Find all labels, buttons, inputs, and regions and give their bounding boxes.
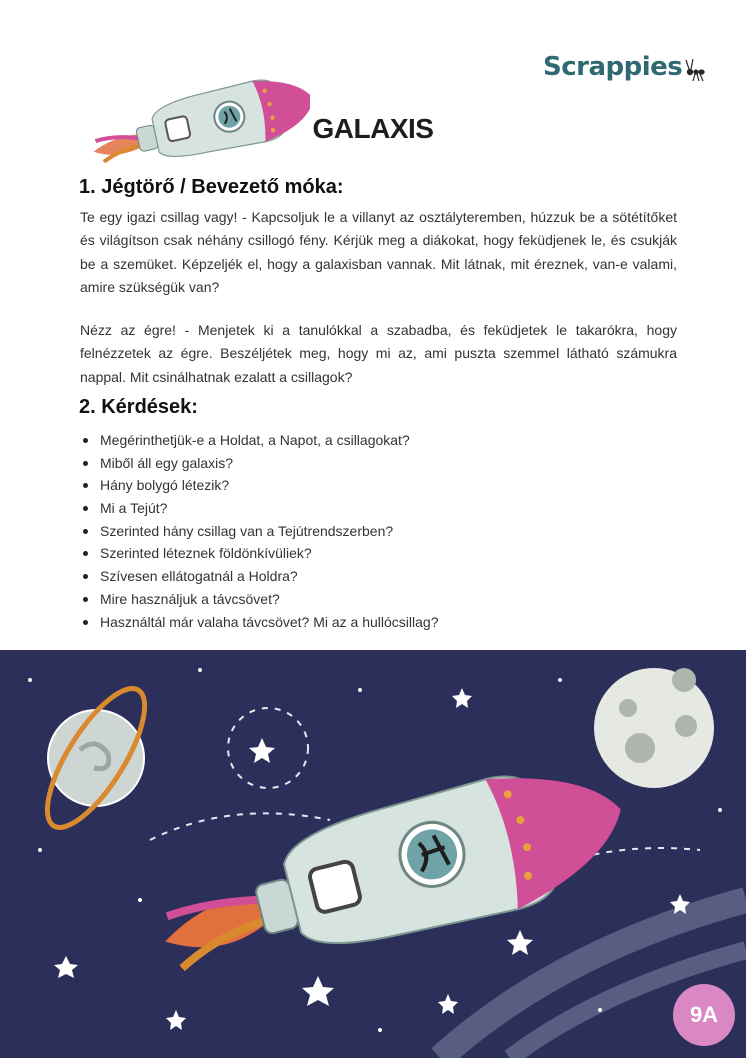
page-title: GALAXIS (312, 113, 434, 144)
logo-text: Scrappies (543, 52, 683, 82)
bullet-icon (83, 483, 88, 488)
section-heading-questions: 2. Kérdések: (79, 396, 198, 418)
list-item (80, 565, 439, 588)
icebreaker-paragraph-1: Te egy igazi csillag vagy! - Kapcsoljuk le a villanyt az osztályteremben, húzzuk be a sötétítőket és világítson csak néhány csillogó fény. Kérjük meg a diákokat, hogy feküdjenek le, és csukják be a szemüket. Képzeljék el, hogy a galaxisban vannak. Mit látnak, mit éreznek, van-e valami, amire szükségük van? (80, 209, 677, 295)
question-text: Mire használjuk a távcsövet? (100, 590, 280, 607)
list-item (80, 429, 439, 452)
questions-list (80, 429, 439, 633)
bullet-icon (83, 506, 88, 511)
bullet-icon (83, 574, 88, 579)
bullet-icon (83, 461, 88, 466)
list-item (80, 474, 439, 497)
question-text: Szívesen ellátogatnál a Holdra? (100, 568, 298, 585)
icebreaker-paragraph-2: Nézz az égre! - Menjetek ki a tanulókkal a szabadba, és feküdjetek le takarókra, hogy felnézzetek az égre. Beszéljétek meg, hogy mi az, ami puszta szemmel látható számukra nappal. Mit csinálhatnak ezalatt a csillagok? (80, 322, 677, 385)
list-item (80, 452, 439, 475)
question-text: Használtál már valaha távcsövet? Mi az a hullócsillag? (100, 613, 439, 630)
section-heading-icebreaker: 1. Jégtörő / Bevezető móka: (79, 176, 344, 198)
question-text: Hány bolygó létezik? (100, 477, 230, 494)
list-item (80, 520, 439, 543)
question-text: Szerinted hány csillag van a Tejútrendszerben? (100, 522, 394, 539)
list-item (80, 542, 439, 565)
page-number-badge: 9A (673, 984, 735, 1046)
question-text: Szerinted léteznek földönkívüliek? (100, 545, 312, 562)
scrappies-logo (543, 52, 703, 92)
list-item (80, 611, 439, 634)
question-text: Mi a Tejút? (100, 500, 168, 517)
question-text: Miből áll egy galaxis? (100, 454, 234, 471)
bullet-icon (83, 620, 88, 625)
bullet-icon (83, 438, 88, 443)
list-item (80, 497, 439, 520)
bullet-icon (83, 529, 88, 534)
question-text: Megérinthetjük-e a Holdat, a Napot, a csillagokat? (100, 432, 410, 448)
bullet-icon (83, 551, 88, 556)
bullet-icon (83, 597, 88, 602)
list-item (80, 588, 439, 611)
space-illustration (0, 650, 746, 1058)
ant-icon (683, 56, 705, 84)
